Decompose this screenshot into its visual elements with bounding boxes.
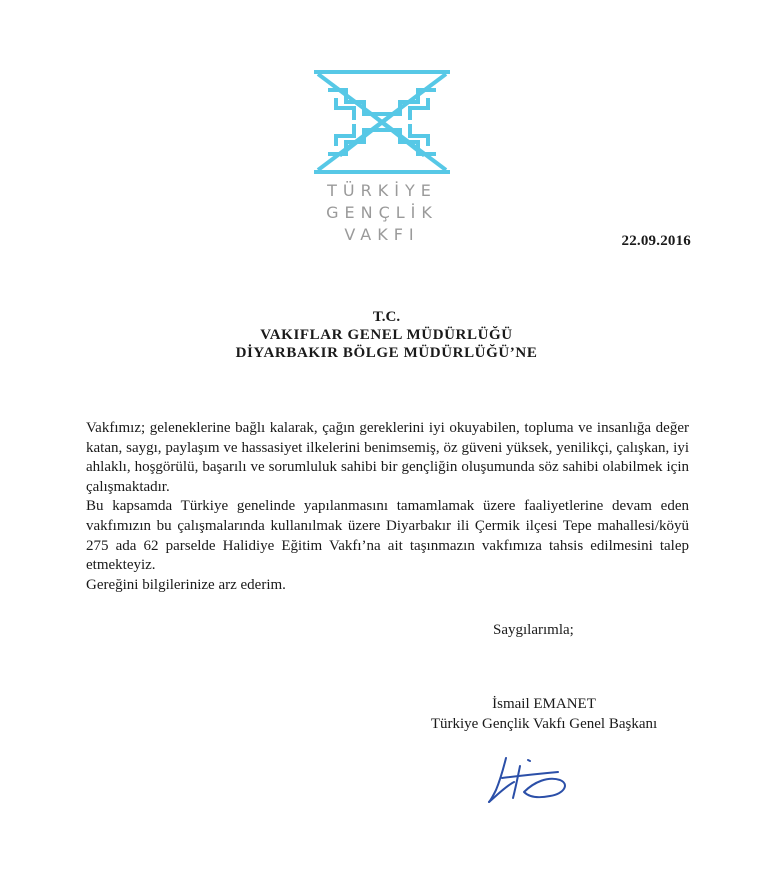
signer-block	[414, 695, 674, 734]
letter-body	[86, 419, 689, 595]
logo-emblem	[306, 68, 458, 246]
logo-x-mark	[314, 72, 450, 172]
signer-name: İsmail EMANET	[492, 696, 596, 712]
body-paragraph-3: Gereğini bilgilerinize arz ederim.	[86, 576, 286, 593]
logo-text-vakfi: VAKFI	[344, 225, 420, 244]
logo-text-turkiye: TÜRKİYE	[327, 181, 437, 200]
signature-icon	[484, 752, 576, 808]
signer-title: Türkiye Gençlik Vakfı Genel Başkanı	[430, 715, 658, 732]
body-paragraph-1: Vakfımız; geleneklerine bağlı kalarak, çağın gereklerini iyi okuyabilen, topluma ve insanlığa değer katan, saygı, paylaşım ve hassasiyet ilkelerini benimsemiş, öz güveni yüksek, yenilikçi, çalışkan, iyi ahlaklı, hoşgörülü, başarılı ve sorumluluk sahibi bir gençliğin oluşumunda söz sahibi olabilmek için çalışmaktadır.	[86, 420, 689, 495]
addressee-block	[0, 308, 773, 362]
body-paragraph-2: Bu kapsamda Türkiye genelinde yapılanmasını tamamlamak üzere faaliyetlerine devam eden vakfımızın bu çalışmalarında kullanılmak üzere Diyarbakır ili Çermik ilçesi Tepe mahallesi/köyü 275 ada 62 parselde Halidiye Eğitim Vakfı’na ait taşınmazın vakfımıza tahsis edilmesini talep etmekteyiz.	[86, 498, 689, 574]
letter-date: 22.09.2016	[621, 233, 691, 249]
addressee-line-regional: DİYARBAKIR BÖLGE MÜDÜRLÜĞÜ’NE	[235, 345, 538, 361]
foundation-logo	[306, 68, 458, 246]
addressee-line-directorate: VAKIFLAR GENEL MÜDÜRLÜĞÜ	[260, 327, 513, 343]
closing-salutation: Saygılarımla;	[493, 622, 574, 638]
logo-text-genclik: GENÇLİK	[326, 203, 438, 222]
addressee-line-tc: T.C.	[372, 309, 401, 325]
logo-wordmark	[326, 181, 438, 244]
handwritten-signature	[484, 752, 576, 808]
